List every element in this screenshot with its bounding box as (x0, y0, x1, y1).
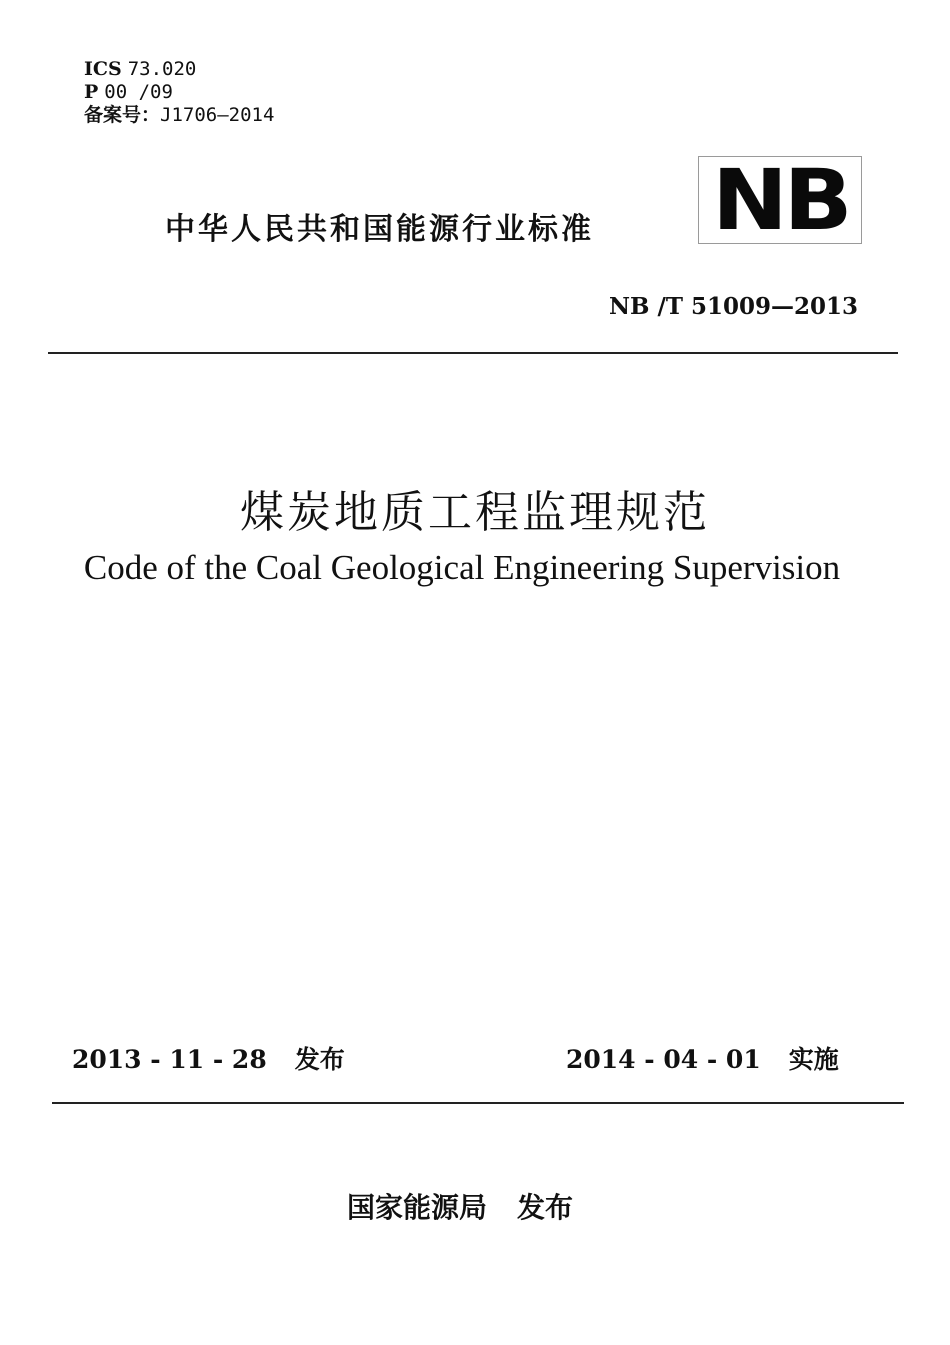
ccs-line (84, 81, 274, 104)
title-chinese: 煤炭地质工程监理规范 (240, 487, 710, 538)
implementation-date-line (566, 1040, 839, 1076)
publisher-name: 国家能源局 (346, 1191, 487, 1224)
title-english: Code of the Coal Geological Engineering Supervision (83, 548, 841, 587)
publisher-line (0, 1186, 920, 1226)
ccs-value: 00 /09 (104, 81, 173, 103)
issue-action: 发布 (294, 1045, 345, 1074)
classification-block (84, 58, 274, 127)
ics-line (84, 58, 274, 81)
nb-logo-text: NB (711, 151, 849, 249)
ics-value: 73.020 (127, 58, 197, 80)
issue-date: 2013 - 11 - 28 (72, 1045, 267, 1074)
implementation-date: 2014 - 04 - 01 (566, 1045, 761, 1074)
filing-value: J1706—2014 (160, 104, 275, 126)
implementation-action: 实施 (788, 1045, 839, 1074)
standard-number: NB /T 51009—2013 (608, 293, 858, 320)
standard-category: 中华人民共和国能源行业标准 (165, 212, 594, 247)
nb-logo (698, 151, 862, 249)
ics-label: ICS (84, 58, 122, 80)
publisher-action: 发布 (517, 1191, 574, 1224)
ccs-label: P (84, 81, 99, 103)
issue-date-line (72, 1040, 345, 1076)
filing-line (84, 104, 274, 127)
header-divider (48, 352, 898, 354)
filing-label: 备案号： (84, 104, 161, 126)
footer-divider (52, 1102, 904, 1104)
